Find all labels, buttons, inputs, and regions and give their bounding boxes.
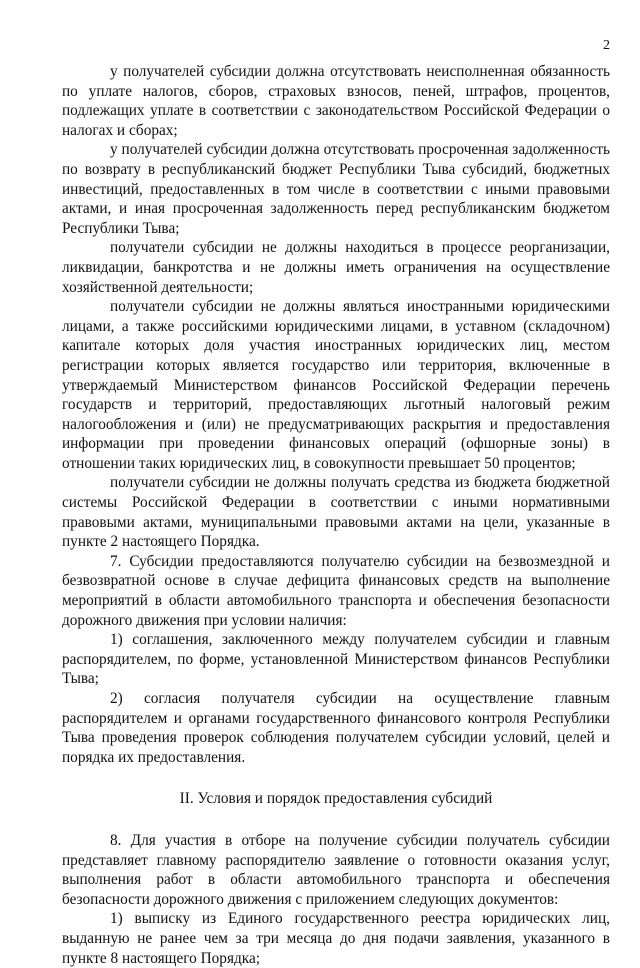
paragraph-clause-8: 8. Для участия в отборе на получение субсидии получатель субсидии представляет главному распорядителю заявление о готовности оказания услуг, выполнения работ в области автомобильного транспорта и обеспечения безопасности дорожного движения с приложением следующих документов: bbox=[62, 831, 610, 908]
paragraph-clause-7-item-2: 2) согласия получателя субсидии на осуществление главным распорядителем и органами государственного финансового контроля Республики Тыва проведения проверок соблюдения получателем субсидии условий, целей и порядка их предоставления. bbox=[62, 690, 610, 766]
paragraph-other-funds: получатели субсидии не должны получать средства из бюджета бюджетной системы Российской Федерации в соответствии с иными нормативными правовыми актами, муниципальными правовыми актами на цели, указанные в пункте 2 настоящего Порядка. bbox=[62, 474, 610, 551]
page-number: 2 bbox=[603, 38, 610, 53]
paragraph-clause-7-item-1: 1) соглашения, заключенного между получателем субсидии и главным распорядителем, по форме, установленной Министерством финансов Республики Тыва; bbox=[62, 631, 610, 688]
document-body bbox=[62, 62, 610, 968]
paragraph-foreign-entities: получатели субсидии не должны являться иностранными юридическими лицами, а также российскими юридическими лицами, в уставном (складочном) капитале которых доля участия иностранных юридических лиц, местом регистрации которых является государство или территория, включенные в утверждаемый Министерством финансов Российской Федерации перечень государств и территорий, предоставляющих льготный налоговый режим налогообложения и (или) не предусматривающих раскрытия и предоставления информации при проведении финансовых операций (офшорные зоны) в отношении таких юридических лиц, в совокупности превышает 50 процентов; bbox=[62, 298, 610, 472]
paragraph-reorganization: получатели субсидии не должны находиться в процессе реорганизации, ликвидации, банкротства и не должны иметь ограничения на осуществление хозяйственной деятельности; bbox=[62, 239, 610, 296]
paragraph-clause-8-item-1: 1) выписку из Единого государственного реестра юридических лиц, выданную не ранее чем за три месяца до дня подачи заявления, указанного в пункте 8 настоящего Порядка; bbox=[62, 910, 610, 967]
paragraph-clause-7: 7. Субсидии предоставляются получателю субсидии на безвозмездной и безвозвратной основе в случае дефицита финансовых средств на выполнение мероприятий в области автомобильного транспорта и обеспечения безопасности дорожного движения при условии наличия: bbox=[62, 552, 610, 629]
paragraph-tax-debt: у получателей субсидии должна отсутствовать неисполненная обязанность по уплате налогов, сборов, страховых взносов, пеней, штрафов, процентов, подлежащих уплате в соответствии с законодательством Российской Федерации о налогах и сборах; bbox=[62, 63, 610, 139]
paragraph-budget-debt: у получателей субсидии должна отсутствовать просроченная задолженность по возврату в республиканский бюджет Республики Тыва субсидий, бюджетных инвестиций, предоставленных в том числе в соответствии с иными правовыми актами, и иная просроченная задолженность перед республиканским бюджетом Республики Тыва; bbox=[62, 141, 610, 237]
section-heading: II. Условия и порядок предоставления субсидий bbox=[179, 790, 493, 808]
